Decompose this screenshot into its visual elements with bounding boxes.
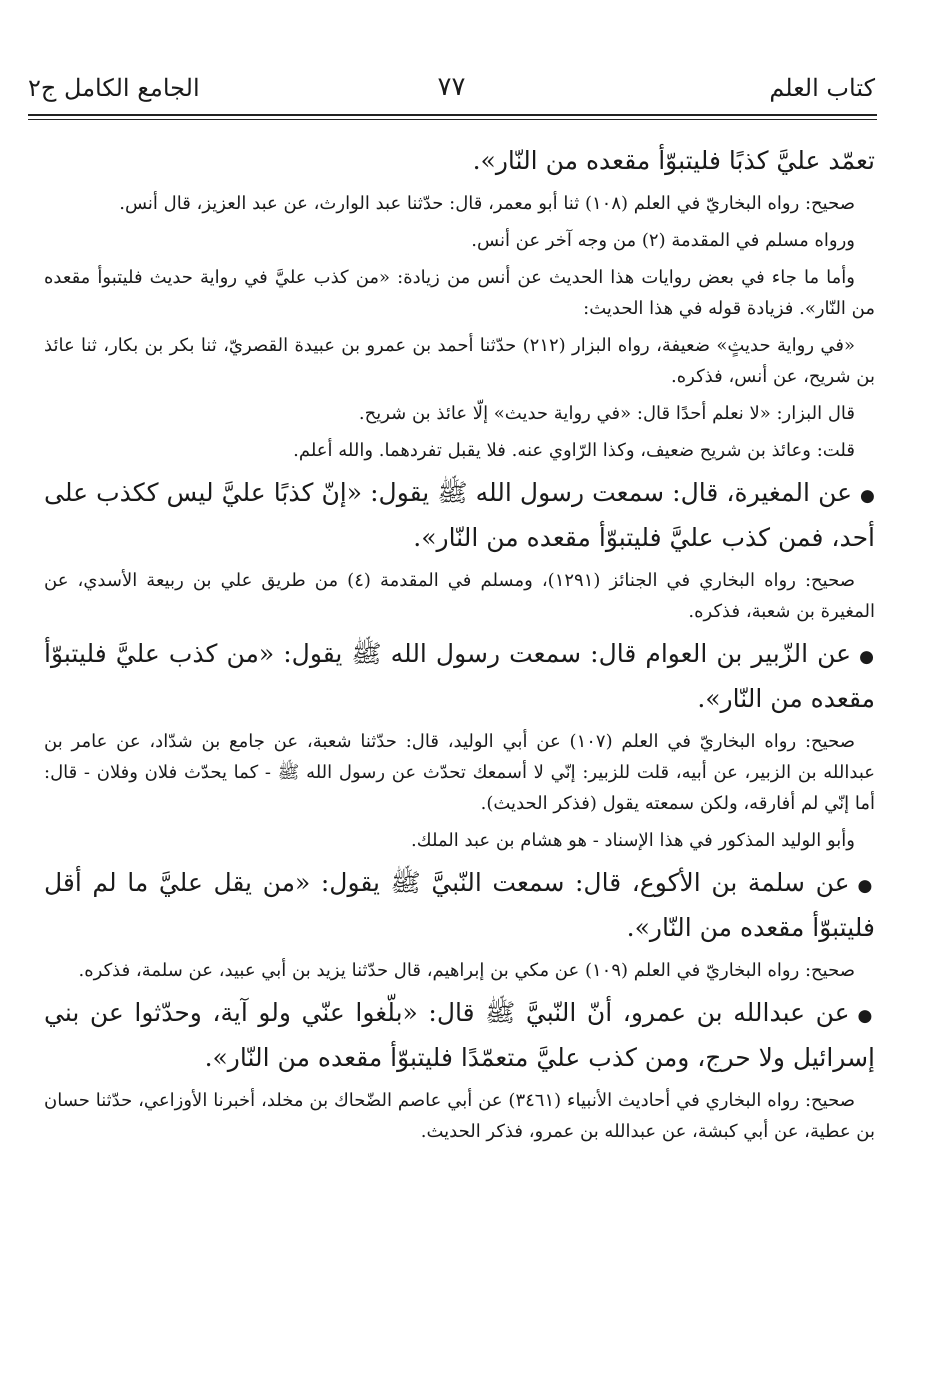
hadith-commentary [44, 955, 875, 986]
page-number: ٧٧ [437, 72, 466, 102]
hadith-commentary [44, 188, 875, 219]
bullet-icon: ● [859, 647, 875, 667]
paragraph-text: عن عبدالله بن عمرو، أنّ النّبيَّ ﷺ قال: «بلّغوا عنّي ولو آية، وحدّثوا عن بني إسرائيل ولا حرج، ومن كذب عليَّ متعمّدًا فليتبوّأ مقعده من النّار». [44, 998, 875, 1072]
hadith-commentary [44, 825, 875, 856]
hadith-commentary [44, 225, 875, 256]
hadith-commentary [44, 565, 875, 627]
header-rule-thick [28, 114, 877, 116]
paragraph-text: صحيح: رواه البخاريّ في العلم (١٠٨) ثنا أبو معمر، قال: حدّثنا عبد الوارث، عن عبد العزيز، قال أنس. [119, 193, 855, 214]
hadith-commentary [44, 726, 875, 819]
hadith-text [44, 140, 875, 182]
hadith-text [44, 992, 875, 1079]
hadith-commentary [44, 398, 875, 429]
paragraph-text: قلت: وعائذ بن شريح ضعيف، وكذا الرّاوي عنه. فلا يقبل تفردهما. والله أعلم. [293, 440, 855, 461]
paragraph-text: «في رواية حديثٍ» ضعيفة، رواه البزار (٢١٢) حدّثنا أحمد بن عمرو بن عبيدة القصريّ، ثنا بكر بن بكار، ثنا عائذ بن شريح، عن أنس، فذكره. [44, 335, 875, 387]
hadith-commentary [44, 1085, 875, 1147]
page-header [28, 68, 875, 108]
paragraph-text: قال البزار: «لا نعلم أحدًا قال: «في رواية حديث» إلّا عائذ بن شريح. [358, 403, 855, 424]
bullet-icon: ● [857, 1006, 875, 1026]
bullet-icon: ● [860, 486, 875, 506]
paragraph-text: صحيح: رواه البخاري في أحاديث الأنبياء (٣٤٦١) عن أبي عاصم الضّحاك بن مخلد، أخبرنا الأوزاعي، حدّثنا حسان بن عطية، عن أبي كبشة، عن عبدالله بن عمرو، فذكر الحديث. [44, 1090, 875, 1142]
paragraph-text: صحيح: رواه البخاري في الجنائز (١٢٩١)، ومسلم في المقدمة (٤) من طريق علي بن ربيعة الأسدي، عن المغيرة بن شعبة، فذكره. [44, 570, 875, 622]
paragraph-text: تعمّد عليَّ كذبًا فليتبوّأ مقعده من النّار». [472, 146, 875, 175]
paragraph-text: وأبو الوليد المذكور في هذا الإسناد - هو هشام بن عبد الملك. [411, 830, 855, 851]
paragraph-text: عن المغيرة، قال: سمعت رسول الله ﷺ يقول: «إنّ كذبًا عليَّ ليس ككذب على أحد، فمن كذب عليَّ فليتبوّأ مقعده من النّار». [44, 478, 875, 552]
paragraph-text: عن سلمة بن الأكوع، قال: سمعت النّبيَّ ﷺ يقول: «من يقل عليَّ ما لم أقل فليتبوّأ مقعده من النّار». [44, 868, 875, 942]
hadith-commentary [44, 330, 875, 392]
paragraph-text: وأما ما جاء في بعض روايات هذا الحديث عن أنس من زيادة: «من كذب عليَّ في رواية حديث فليتبوأ مقعده من النّار». فزيادة قوله في هذا الحديث: [44, 267, 875, 319]
hadith-commentary [44, 262, 875, 324]
book-title: الجامع الكامل ج٢ [28, 74, 200, 102]
chapter-title: كتاب العلم [769, 74, 875, 102]
paragraph-text: صحيح: رواه البخاريّ في العلم (١٠٧) عن أبي الوليد، قال: حدّثنا شعبة، عن جامع بن شدّاد، عن عامر بن عبدالله بن الزبير، عن أبيه، قلت للزبير: إنّي لا أسمعك تحدّث عن رسول الله ﷺ - كما يحدّث فلان وفلان - قال: أما إنّي لم أفارقه، ولكن سمعته يقول (فذكر الحديث). [44, 731, 875, 814]
bullet-icon: ● [857, 876, 875, 896]
header-rule-thin [28, 119, 877, 120]
paragraph-text: عن الزّبير بن العوام قال: سمعت رسول الله ﷺ يقول: «من كذب عليَّ فليتبوّأ مقعده من النّار». [44, 639, 875, 713]
paragraph-text: ورواه مسلم في المقدمة (٢) من وجه آخر عن أنس. [471, 230, 855, 251]
page-body [44, 140, 875, 1153]
paragraph-text: صحيح: رواه البخاريّ في العلم (١٠٩) عن مكي بن إبراهيم، قال حدّثنا يزيد بن أبي عبيد، عن سلمة، فذكره. [78, 960, 855, 981]
hadith-text [44, 472, 875, 559]
hadith-text [44, 862, 875, 949]
hadith-text [44, 633, 875, 720]
hadith-commentary [44, 435, 875, 466]
